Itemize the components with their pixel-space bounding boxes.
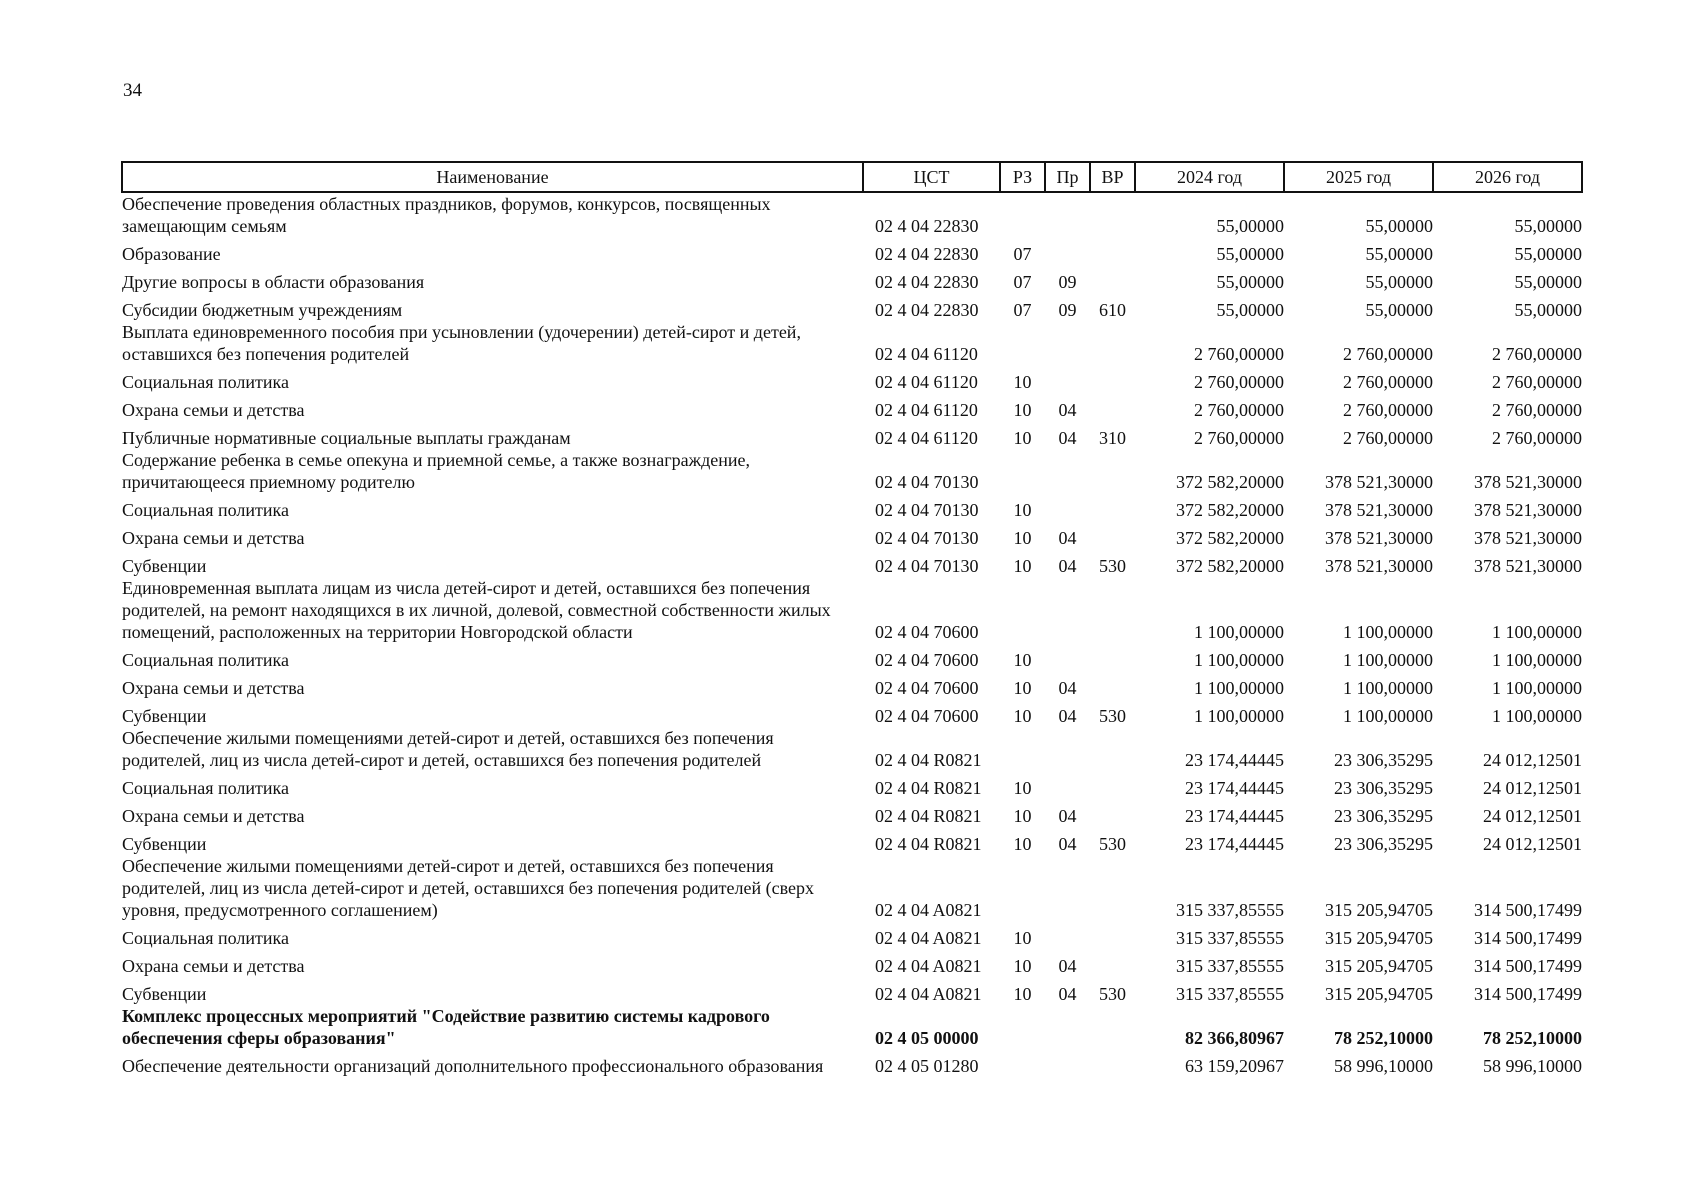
row-value-2024: 372 582,20000 xyxy=(1176,556,1284,576)
row-value-2024: 2 760,00000 xyxy=(1194,344,1284,364)
table-row xyxy=(122,977,1582,1005)
row-rz: 07 xyxy=(1013,272,1032,292)
row-value-2026: 1 100,00000 xyxy=(1492,678,1582,698)
row-value-2026: 378 521,30000 xyxy=(1474,556,1582,576)
row-value-2026: 378 521,30000 xyxy=(1474,528,1582,548)
table-row xyxy=(122,321,1582,365)
row-value-2025: 1 100,00000 xyxy=(1343,706,1433,726)
table-row xyxy=(122,237,1582,265)
row-value-2025: 2 760,00000 xyxy=(1343,428,1433,448)
row-name: Охрана семьи и детства xyxy=(122,400,305,420)
row-rz: 07 xyxy=(1013,244,1032,264)
table-body xyxy=(122,192,1582,1077)
row-value-2026: 55,00000 xyxy=(1514,300,1582,320)
row-name: Субсидии бюджетным учреждениям xyxy=(122,300,403,320)
row-value-2024: 23 174,44445 xyxy=(1185,750,1284,770)
row-pr xyxy=(1045,1049,1090,1077)
row-cst: 02 4 04 61120 xyxy=(875,400,978,420)
row-vr: 530 xyxy=(1099,556,1126,576)
row-name: Охрана семьи и детства xyxy=(122,956,305,976)
row-value-2025: 1 100,00000 xyxy=(1343,622,1433,642)
row-value-2026: 24 012,12501 xyxy=(1483,778,1582,798)
table-row xyxy=(122,577,1582,643)
row-value-2026: 55,00000 xyxy=(1514,216,1582,236)
row-pr xyxy=(1045,921,1090,949)
header-cst: ЦСТ xyxy=(863,162,1000,192)
row-value-2024: 1 100,00000 xyxy=(1194,622,1284,642)
row-value-2026: 314 500,17499 xyxy=(1474,928,1582,948)
row-name: Социальная политика xyxy=(122,500,289,520)
row-cst: 02 4 04 A0821 xyxy=(875,928,982,948)
row-value-2025: 55,00000 xyxy=(1365,300,1433,320)
row-name: Обеспечение жилыми помещениями детей-сирот и детей, оставшихся без попечения родителей, лиц из числа детей-сирот и детей, оставшихся без попечения родителей xyxy=(122,728,774,770)
row-value-2024: 2 760,00000 xyxy=(1194,428,1284,448)
row-cst: 02 4 04 22830 xyxy=(875,216,979,236)
row-vr xyxy=(1090,799,1135,827)
row-pr: 09 xyxy=(1058,300,1077,320)
row-rz xyxy=(1000,1049,1045,1077)
row-value-2024: 55,00000 xyxy=(1216,216,1284,236)
row-vr xyxy=(1090,449,1135,493)
row-value-2026: 24 012,12501 xyxy=(1483,750,1582,770)
header-2024: 2024 год xyxy=(1135,162,1284,192)
row-vr xyxy=(1090,855,1135,921)
row-rz: 10 xyxy=(1013,806,1032,826)
row-rz: 10 xyxy=(1013,778,1032,798)
row-pr xyxy=(1045,577,1090,643)
table-row xyxy=(122,727,1582,771)
row-value-2024: 315 337,85555 xyxy=(1176,984,1284,1004)
row-value-2024: 315 337,85555 xyxy=(1176,900,1284,920)
row-value-2024: 372 582,20000 xyxy=(1176,472,1284,492)
table-row xyxy=(122,799,1582,827)
row-cst: 02 4 04 70130 xyxy=(875,472,979,492)
row-value-2026: 55,00000 xyxy=(1514,244,1582,264)
row-value-2025: 2 760,00000 xyxy=(1343,372,1433,392)
table-row xyxy=(122,921,1582,949)
budget-table xyxy=(121,161,1583,1077)
row-value-2024: 315 337,85555 xyxy=(1176,928,1284,948)
table-row xyxy=(122,699,1582,727)
row-value-2025: 55,00000 xyxy=(1365,244,1433,264)
row-name: Субвенции xyxy=(122,556,207,576)
row-value-2025: 1 100,00000 xyxy=(1343,650,1433,670)
row-pr: 04 xyxy=(1058,956,1077,976)
row-pr xyxy=(1045,493,1090,521)
row-pr: 09 xyxy=(1058,272,1077,292)
row-value-2024: 23 174,44445 xyxy=(1185,806,1284,826)
row-value-2024: 23 174,44445 xyxy=(1185,778,1284,798)
row-value-2025: 315 205,94705 xyxy=(1325,900,1433,920)
row-name: Охрана семьи и детства xyxy=(122,528,305,548)
table-row xyxy=(122,393,1582,421)
row-vr: 530 xyxy=(1099,834,1126,854)
row-cst: 02 4 04 61120 xyxy=(875,428,978,448)
row-vr xyxy=(1090,393,1135,421)
row-rz xyxy=(1000,727,1045,771)
row-name: Социальная политика xyxy=(122,778,289,798)
table-row xyxy=(122,265,1582,293)
row-rz: 10 xyxy=(1013,834,1032,854)
row-value-2024: 2 760,00000 xyxy=(1194,372,1284,392)
row-rz: 10 xyxy=(1013,706,1032,726)
row-cst: 02 4 04 70600 xyxy=(875,622,979,642)
table-row xyxy=(122,855,1582,921)
row-value-2025: 378 521,30000 xyxy=(1325,472,1433,492)
row-pr xyxy=(1045,855,1090,921)
row-vr xyxy=(1090,1049,1135,1077)
row-value-2025: 315 205,94705 xyxy=(1325,928,1433,948)
row-rz xyxy=(1000,321,1045,365)
row-name: Публичные нормативные социальные выплаты гражданам xyxy=(122,428,571,448)
row-cst: 02 4 04 61120 xyxy=(875,344,978,364)
row-name: Субвенции xyxy=(122,984,207,1004)
header-vr: ВР xyxy=(1090,162,1135,192)
header-pr: Пр xyxy=(1045,162,1090,192)
row-cst: 02 4 04 70600 xyxy=(875,678,979,698)
row-name: Обеспечение жилыми помещениями детей-сирот и детей, оставшихся без попечения родителей, лиц из числа детей-сирот и детей, оставшихся без попечения родителей (сверх уровня, предусмотренного соглашением) xyxy=(122,856,815,920)
row-value-2026: 24 012,12501 xyxy=(1483,806,1582,826)
row-rz xyxy=(1000,192,1045,237)
row-pr: 04 xyxy=(1058,834,1077,854)
row-rz: 07 xyxy=(1013,300,1032,320)
row-vr xyxy=(1090,192,1135,237)
row-pr xyxy=(1045,192,1090,237)
row-rz: 10 xyxy=(1013,500,1032,520)
row-rz: 10 xyxy=(1013,650,1032,670)
row-cst: 02 4 05 01280 xyxy=(875,1056,979,1076)
row-rz: 10 xyxy=(1013,556,1032,576)
row-vr: 610 xyxy=(1099,300,1126,320)
row-value-2024: 82 366,80967 xyxy=(1185,1028,1284,1048)
table-row xyxy=(122,771,1582,799)
row-pr xyxy=(1045,449,1090,493)
row-vr xyxy=(1090,521,1135,549)
row-pr: 04 xyxy=(1058,428,1077,448)
row-cst: 02 4 04 R0821 xyxy=(875,778,982,798)
row-cst: 02 4 04 R0821 xyxy=(875,834,982,854)
row-value-2025: 2 760,00000 xyxy=(1343,400,1433,420)
row-value-2025: 23 306,35295 xyxy=(1334,834,1433,854)
row-value-2024: 372 582,20000 xyxy=(1176,500,1284,520)
header-2025: 2025 год xyxy=(1284,162,1433,192)
row-pr xyxy=(1045,321,1090,365)
row-rz: 10 xyxy=(1013,984,1032,1004)
row-vr xyxy=(1090,365,1135,393)
row-value-2025: 58 996,10000 xyxy=(1334,1056,1433,1076)
row-vr: 530 xyxy=(1099,706,1126,726)
row-value-2026: 1 100,00000 xyxy=(1492,650,1582,670)
row-rz: 10 xyxy=(1013,400,1032,420)
row-pr: 04 xyxy=(1058,400,1077,420)
table-row xyxy=(122,192,1582,237)
row-cst: 02 4 04 70130 xyxy=(875,500,979,520)
row-value-2026: 314 500,17499 xyxy=(1474,984,1582,1004)
row-value-2026: 58 996,10000 xyxy=(1483,1056,1582,1076)
row-value-2024: 55,00000 xyxy=(1216,300,1284,320)
table-header-row xyxy=(122,162,1582,192)
row-rz: 10 xyxy=(1013,678,1032,698)
row-value-2025: 378 521,30000 xyxy=(1325,500,1433,520)
row-value-2025: 55,00000 xyxy=(1365,216,1433,236)
row-value-2025: 315 205,94705 xyxy=(1325,956,1433,976)
row-cst: 02 4 04 22830 xyxy=(875,272,979,292)
row-pr: 04 xyxy=(1058,528,1077,548)
row-cst: 02 4 04 70130 xyxy=(875,528,979,548)
row-value-2025: 315 205,94705 xyxy=(1325,984,1433,1004)
row-value-2024: 1 100,00000 xyxy=(1194,678,1284,698)
row-value-2025: 23 306,35295 xyxy=(1334,750,1433,770)
row-value-2024: 1 100,00000 xyxy=(1194,706,1284,726)
row-value-2026: 24 012,12501 xyxy=(1483,834,1582,854)
table-row xyxy=(122,421,1582,449)
row-pr: 04 xyxy=(1058,806,1077,826)
table-row xyxy=(122,1049,1582,1077)
row-vr xyxy=(1090,321,1135,365)
row-cst: 02 4 04 70600 xyxy=(875,706,979,726)
row-value-2026: 314 500,17499 xyxy=(1474,956,1582,976)
row-value-2025: 55,00000 xyxy=(1365,272,1433,292)
row-value-2026: 2 760,00000 xyxy=(1492,428,1582,448)
row-pr: 04 xyxy=(1058,678,1077,698)
row-pr xyxy=(1045,771,1090,799)
row-cst: 02 4 04 A0821 xyxy=(875,900,982,920)
row-value-2026: 2 760,00000 xyxy=(1492,344,1582,364)
table-row xyxy=(122,949,1582,977)
row-value-2024: 55,00000 xyxy=(1216,244,1284,264)
row-name: Охрана семьи и детства xyxy=(122,806,305,826)
row-pr xyxy=(1045,727,1090,771)
table-row xyxy=(122,643,1582,671)
row-pr: 04 xyxy=(1058,706,1077,726)
table-row xyxy=(122,671,1582,699)
row-pr xyxy=(1045,237,1090,265)
row-name: Комплекс процессных мероприятий "Содействие развитию системы кадрового обеспечения сферы образования" xyxy=(122,1006,770,1048)
row-rz: 10 xyxy=(1013,956,1032,976)
row-cst: 02 4 04 A0821 xyxy=(875,956,982,976)
row-value-2025: 1 100,00000 xyxy=(1343,678,1433,698)
row-vr xyxy=(1090,727,1135,771)
row-value-2025: 23 306,35295 xyxy=(1334,806,1433,826)
row-pr: 04 xyxy=(1058,556,1077,576)
row-name: Субвенции xyxy=(122,706,207,726)
table-row xyxy=(122,521,1582,549)
row-value-2026: 1 100,00000 xyxy=(1492,622,1582,642)
row-name: Социальная политика xyxy=(122,372,289,392)
row-rz: 10 xyxy=(1013,928,1032,948)
row-cst: 02 4 04 R0821 xyxy=(875,806,982,826)
table-row xyxy=(122,293,1582,321)
row-cst: 02 4 04 22830 xyxy=(875,244,979,264)
row-value-2024: 55,00000 xyxy=(1216,272,1284,292)
row-vr xyxy=(1090,949,1135,977)
row-rz xyxy=(1000,449,1045,493)
row-cst: 02 4 04 70130 xyxy=(875,556,979,576)
row-value-2026: 378 521,30000 xyxy=(1474,472,1582,492)
row-vr xyxy=(1090,493,1135,521)
row-rz xyxy=(1000,577,1045,643)
row-value-2026: 1 100,00000 xyxy=(1492,706,1582,726)
table-row xyxy=(122,1005,1582,1049)
row-value-2026: 55,00000 xyxy=(1514,272,1582,292)
row-name: Единовременная выплата лицам из числа детей-сирот и детей, оставшихся без попечения родителей, на ремонт находящихся в их личной, долевой, совместной собственности жилых помещений, расположенных на территории Новгородской области xyxy=(122,578,831,642)
row-name: Субвенции xyxy=(122,834,207,854)
header-2026: 2026 год xyxy=(1433,162,1582,192)
row-name: Обеспечение проведения областных праздников, форумов, конкурсов, посвященных замещающим семьям xyxy=(122,194,771,236)
row-name: Образование xyxy=(122,244,221,264)
row-name: Социальная политика xyxy=(122,650,289,670)
row-value-2024: 315 337,85555 xyxy=(1176,956,1284,976)
row-rz: 10 xyxy=(1013,528,1032,548)
row-name: Охрана семьи и детства xyxy=(122,678,305,698)
header-name: Наименование xyxy=(122,162,863,192)
row-vr xyxy=(1090,921,1135,949)
row-rz xyxy=(1000,1005,1045,1049)
row-value-2025: 378 521,30000 xyxy=(1325,556,1433,576)
table-row xyxy=(122,827,1582,855)
row-rz xyxy=(1000,855,1045,921)
row-name: Выплата единовременного пособия при усыновлении (удочерении) детей-сирот и детей, оставшихся без попечения родителей xyxy=(122,322,801,364)
table-row xyxy=(122,493,1582,521)
row-value-2025: 2 760,00000 xyxy=(1343,344,1433,364)
row-vr xyxy=(1090,643,1135,671)
row-name: Другие вопросы в области образования xyxy=(122,272,425,292)
row-value-2026: 314 500,17499 xyxy=(1474,900,1582,920)
row-rz: 10 xyxy=(1013,372,1032,392)
row-value-2026: 78 252,10000 xyxy=(1483,1028,1582,1048)
row-vr: 530 xyxy=(1099,984,1126,1004)
row-cst: 02 4 04 22830 xyxy=(875,300,979,320)
row-value-2025: 23 306,35295 xyxy=(1334,778,1433,798)
row-cst: 02 4 05 00000 xyxy=(875,1028,979,1048)
row-vr xyxy=(1090,671,1135,699)
table-row xyxy=(122,549,1582,577)
row-name: Социальная политика xyxy=(122,928,289,948)
row-vr xyxy=(1090,1005,1135,1049)
row-value-2026: 378 521,30000 xyxy=(1474,500,1582,520)
row-value-2025: 78 252,10000 xyxy=(1334,1028,1433,1048)
row-pr xyxy=(1045,643,1090,671)
page-number: 34 xyxy=(123,80,142,101)
header-rz: РЗ xyxy=(1000,162,1045,192)
row-vr xyxy=(1090,265,1135,293)
row-name: Содержание ребенка в семье опекуна и приемной семье, а также вознаграждение, причитающееся приемному родителю xyxy=(122,450,750,492)
row-value-2024: 1 100,00000 xyxy=(1194,650,1284,670)
table-row xyxy=(122,449,1582,493)
row-value-2024: 2 760,00000 xyxy=(1194,400,1284,420)
row-vr xyxy=(1090,577,1135,643)
row-pr xyxy=(1045,1005,1090,1049)
row-value-2024: 23 174,44445 xyxy=(1185,834,1284,854)
row-value-2026: 2 760,00000 xyxy=(1492,372,1582,392)
row-cst: 02 4 04 61120 xyxy=(875,372,978,392)
row-vr xyxy=(1090,237,1135,265)
row-pr xyxy=(1045,365,1090,393)
row-cst: 02 4 04 A0821 xyxy=(875,984,982,1004)
table-row xyxy=(122,365,1582,393)
row-value-2025: 378 521,30000 xyxy=(1325,528,1433,548)
row-pr: 04 xyxy=(1058,984,1077,1004)
row-value-2026: 2 760,00000 xyxy=(1492,400,1582,420)
row-name: Обеспечение деятельности организаций дополнительного профессионального образования xyxy=(122,1056,824,1076)
row-value-2024: 63 159,20967 xyxy=(1185,1056,1284,1076)
row-rz: 10 xyxy=(1013,428,1032,448)
row-vr: 310 xyxy=(1099,428,1126,448)
row-vr xyxy=(1090,771,1135,799)
row-cst: 02 4 04 R0821 xyxy=(875,750,982,770)
row-cst: 02 4 04 70600 xyxy=(875,650,979,670)
row-value-2024: 372 582,20000 xyxy=(1176,528,1284,548)
